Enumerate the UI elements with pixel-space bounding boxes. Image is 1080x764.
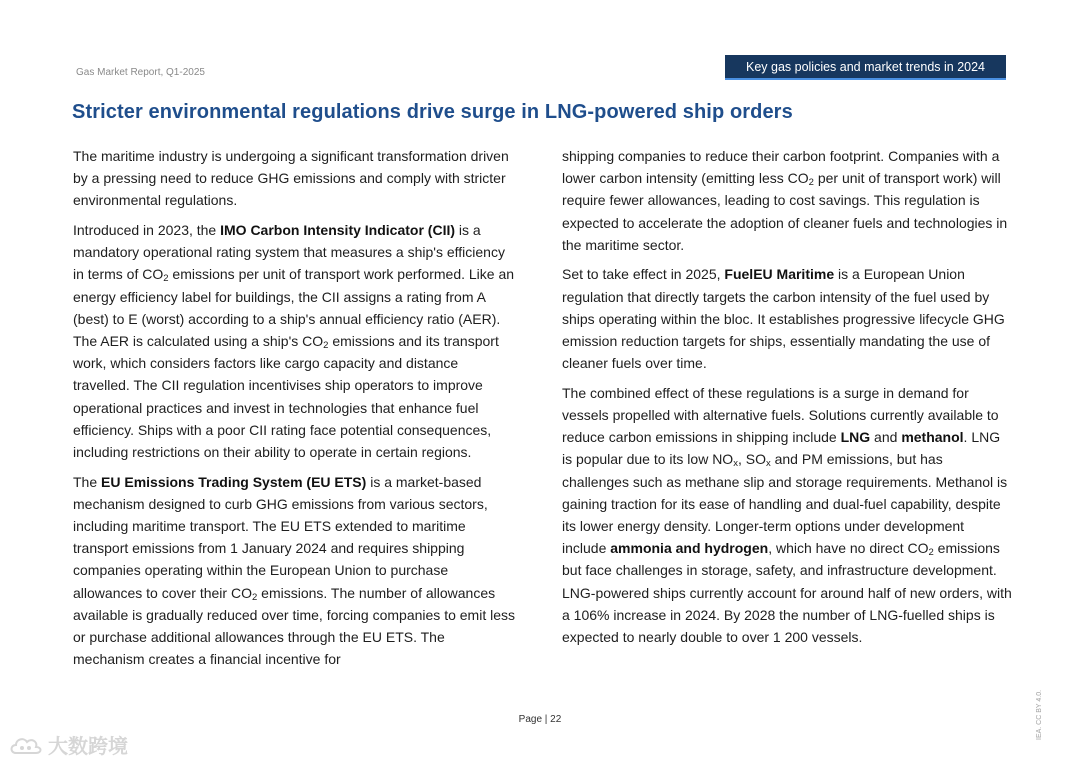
cloud-logo-icon bbox=[8, 733, 44, 757]
text-run: and PM emissions, but has challenges such as methane slip and storage requirements. Methanol is gaining traction for its ease of handling and dual-fuel capability, despite its lower energy density. Longer-term options under development include bbox=[562, 451, 1008, 557]
paragraph-intro bbox=[73, 145, 517, 212]
watermark-text: 大数跨境 bbox=[48, 736, 128, 758]
paragraph-alternative-fuels bbox=[562, 382, 1012, 648]
subscript: 2 bbox=[323, 340, 329, 352]
text-run: Set to take effect in 2025, bbox=[562, 266, 725, 283]
watermark bbox=[8, 730, 128, 759]
text-run: per unit of transport work) will require fewer allowances, leading to cost savings. This regulation is expected to accelerate the adoption of cleaner fuels and technologies in the maritime sector. bbox=[562, 170, 1008, 253]
subscript: 2 bbox=[928, 547, 934, 559]
bold-term: LNG bbox=[840, 429, 871, 446]
text-run: emissions per unit of transport work performed. Like an energy efficiency label for buildings, the CII assigns a rating from A (best) to E (worst) according to a ship's annual efficiency ratio (AER). The AER is calculated using a ship's CO bbox=[73, 266, 515, 350]
page-title: Stricter environmental regulations drive surge in LNG-powered ship orders bbox=[72, 101, 793, 123]
section-banner: Key gas policies and market trends in 2024 bbox=[725, 55, 1006, 80]
bold-term: methanol bbox=[901, 429, 964, 446]
text-run: The maritime industry is undergoing a significant transformation driven by a pressing need to reduce GHG emissions and comply with stricter environmental regulations. bbox=[73, 148, 509, 209]
bold-term: IMO Carbon Intensity Indicator (CII) bbox=[220, 222, 456, 238]
report-name: Gas Market Report, Q1-2025 bbox=[76, 67, 205, 78]
license-note: IEA. CC BY 4.0. bbox=[1036, 689, 1043, 740]
page-number: Page | 22 bbox=[518, 714, 562, 725]
text-run: emissions and its transport work, which considers factors like cargo capacity and distance travelled. The CII regulation incentivises ship operators to improve operational practices and invest in technologies that enhance fuel efficiency. Ships with a poor CII rating face potential consequences, including restrictions on their ability to operate in certain regions. bbox=[73, 333, 499, 461]
text-run: emissions. The number of allowances available is gradually reduced over time, forcing companies to emit less or purchase additional allowances through the EU ETS. The mechanism creates a financial incentive for bbox=[73, 584, 515, 668]
bold-term: FuelEU Maritime bbox=[724, 266, 835, 283]
text-run: is a European Union regulation that directly targets the carbon intensity of the fuel used by ships operating within the bloc. It establishes progressive lifecycle GHG emission reduction targets for ships, essentially mandating the use of cleaner fuels over time. bbox=[562, 266, 1005, 372]
text-run: The bbox=[73, 473, 102, 490]
text-run: shipping companies to reduce their carbon footprint. Companies with a lower carbon intensity (emitting less CO bbox=[562, 148, 1000, 187]
bold-term: EU Emissions Trading System (EU ETS) bbox=[101, 473, 367, 490]
text-run: is a mandatory operational rating system that measures a ship's efficiency in terms of CO bbox=[73, 222, 505, 283]
text-run: and bbox=[870, 429, 902, 446]
text-run: , SO bbox=[737, 451, 766, 468]
subscript: x bbox=[765, 458, 771, 470]
text-run: is a market-based mechanism designed to curb GHG emissions from various sectors, including maritime transport. The EU ETS extended to maritime transport emissions from 1 January 2024 and requires shipping companies operating within the European Union to purchase allowances to cover their CO bbox=[73, 473, 488, 601]
subscript: 2 bbox=[163, 273, 169, 285]
text-run: The combined effect of these regulations is a surge in demand for vessels propelled with alternative fuels. Solutions currently available to reduce carbon emissions in shipping include bbox=[562, 384, 999, 446]
paragraph-cii bbox=[73, 219, 517, 463]
bold-term: ammonia and hydrogen bbox=[610, 540, 769, 557]
subscript: x bbox=[733, 458, 738, 470]
paragraph-eu-ets bbox=[73, 471, 517, 671]
subscript: 2 bbox=[251, 591, 258, 603]
paragraph-eu-ets-continued bbox=[562, 145, 1012, 256]
text-run: Introduced in 2023, the bbox=[73, 222, 221, 238]
paragraph-fueleu bbox=[562, 263, 1012, 374]
text-run: . LNG is popular due to its low NO bbox=[562, 429, 1001, 468]
right-column bbox=[562, 145, 1012, 656]
left-column bbox=[73, 145, 517, 678]
text-run: , which have no direct CO bbox=[768, 540, 929, 557]
subscript: 2 bbox=[808, 177, 814, 189]
text-run: emissions but face challenges in storage, safety, and infrastructure development. LNG-powered ships currently account for around half of new orders, with a 106% increase in 2024. By 2028 the number of LNG-fuelled ships is expected to nearly double to over 1 200 vessels. bbox=[562, 540, 1012, 646]
